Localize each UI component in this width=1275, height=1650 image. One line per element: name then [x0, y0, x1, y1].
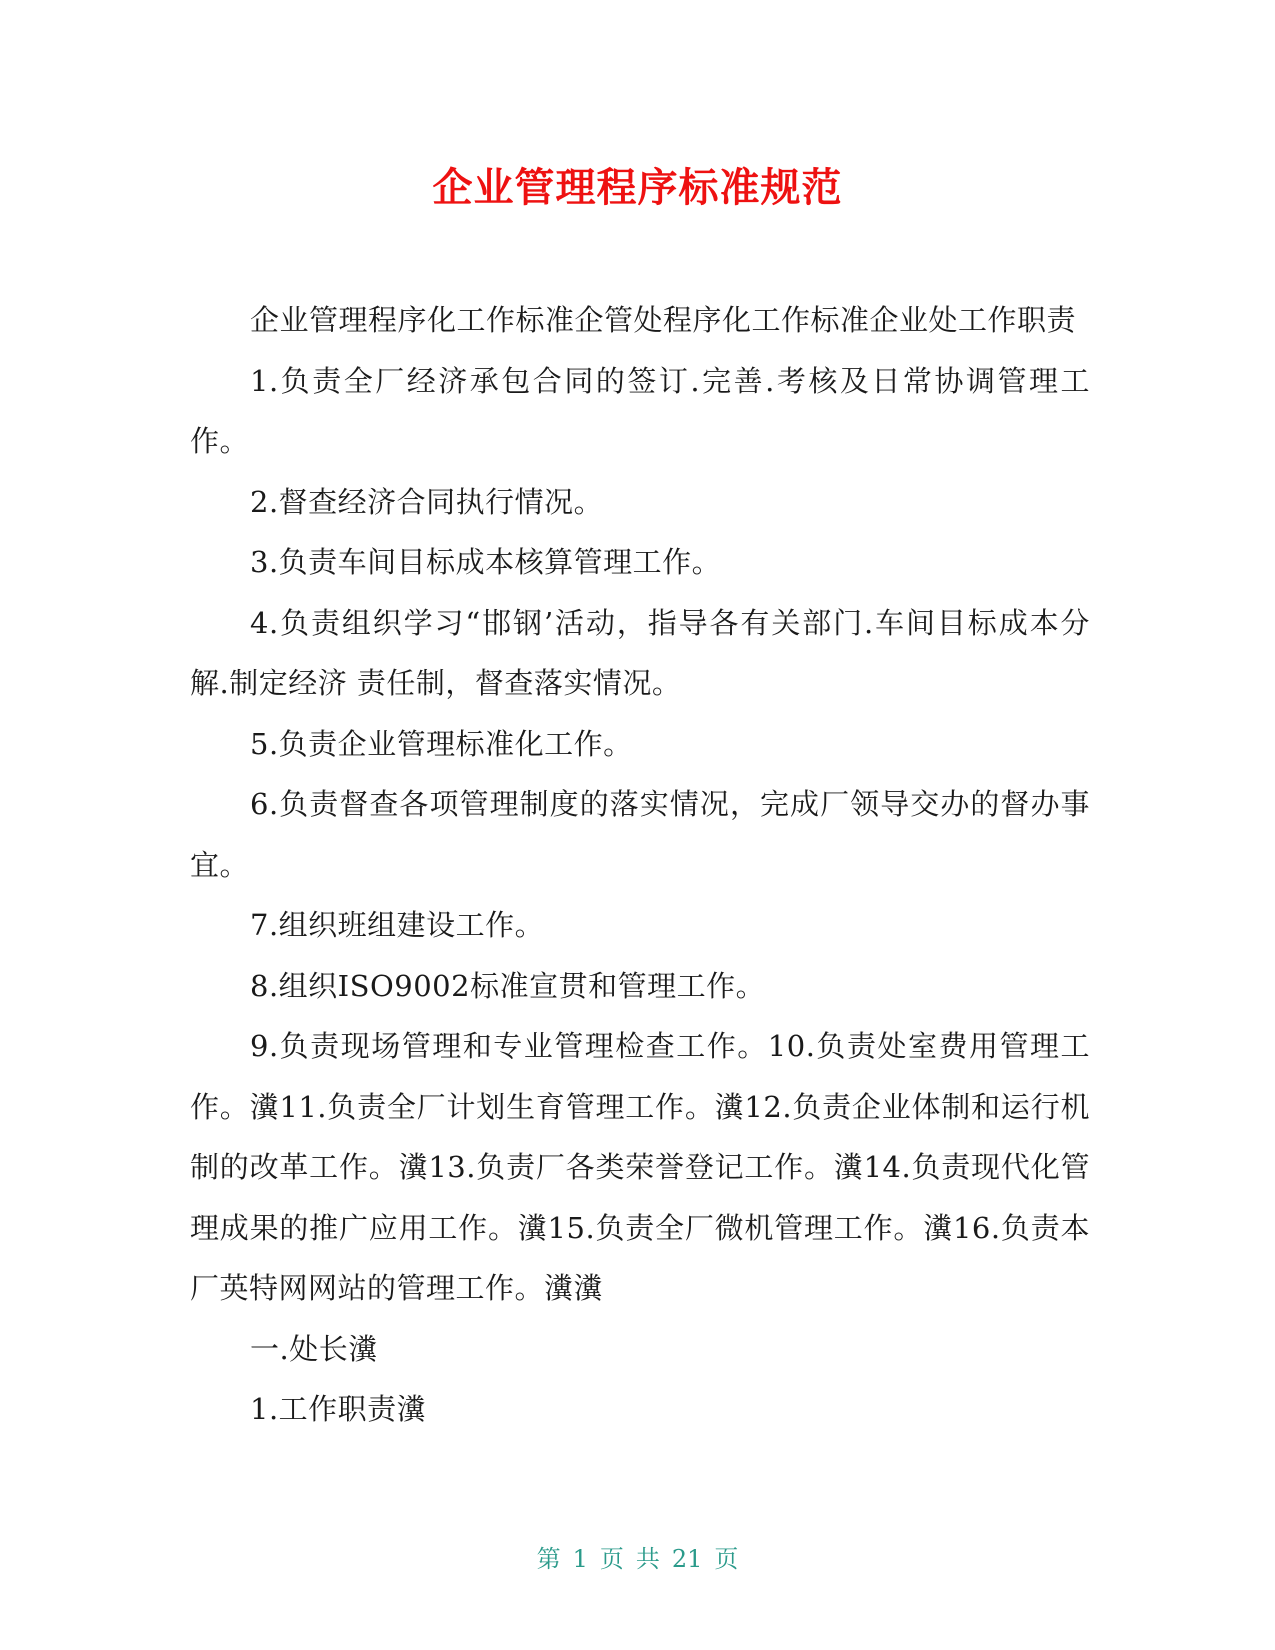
footer-page-label: 第 — [536, 1545, 561, 1573]
footer-total-label: 共 — [635, 1545, 660, 1573]
footer-total-unit: 页 — [714, 1545, 739, 1573]
paragraph: 4.负责组织学习“邯钢’活动，指导各有关部门.车间目标成本分解.制定经济 责任制，督查落实情况。 — [190, 605, 1090, 700]
footer-total-pages: 21 — [671, 1545, 703, 1573]
paragraph: 7.组织班组建设工作。 — [250, 908, 545, 942]
paragraph: 一.处长瀵 — [250, 1331, 378, 1366]
paragraph: 5.负责企业管理标准化工作。 — [250, 726, 633, 761]
paragraph: 9.负责现场管理和专业管理检查工作。10.负责处室费用管理工作。瀵11.负责全厂计划生育管理工作。瀵12.负责企业体制和运行机制的改革工作。瀵13.负责厂各类荣誉登记工作。瀵14.负责现代化管理成果的推广应用工作。瀵15.负责全厂微机管理工作。瀵16.负责本厂英特网网站的管理工作。瀵瀵 — [190, 1029, 1090, 1305]
paragraph: 1.工作职责瀵 — [250, 1392, 427, 1426]
paragraph: 企业管理程序化工作标准企管处程序化工作标准企业处工作职责 — [250, 303, 1077, 337]
paragraph: 6.负责督查各项管理制度的落实情况，完成厂领导交办的督办事宜。 — [190, 787, 1090, 882]
paragraph: 3.负责车间目标成本核算管理工作。 — [250, 545, 722, 579]
paragraph: 8.组织ISO9002标准宣贯和管理工作。 — [250, 968, 766, 1003]
paragraph: 1.负责全厂经济承包合同的签订.完善.考核及日常协调管理工作。 — [190, 363, 1090, 458]
footer-page-unit: 页 — [599, 1545, 624, 1573]
page-footer — [0, 1544, 1275, 1574]
footer-current-page: 1 — [572, 1545, 588, 1573]
document-body — [190, 290, 1090, 1440]
paragraph: 2.督查经济合同执行情况。 — [250, 484, 604, 519]
document-title: 企业管理程序标准规范 — [432, 165, 843, 211]
